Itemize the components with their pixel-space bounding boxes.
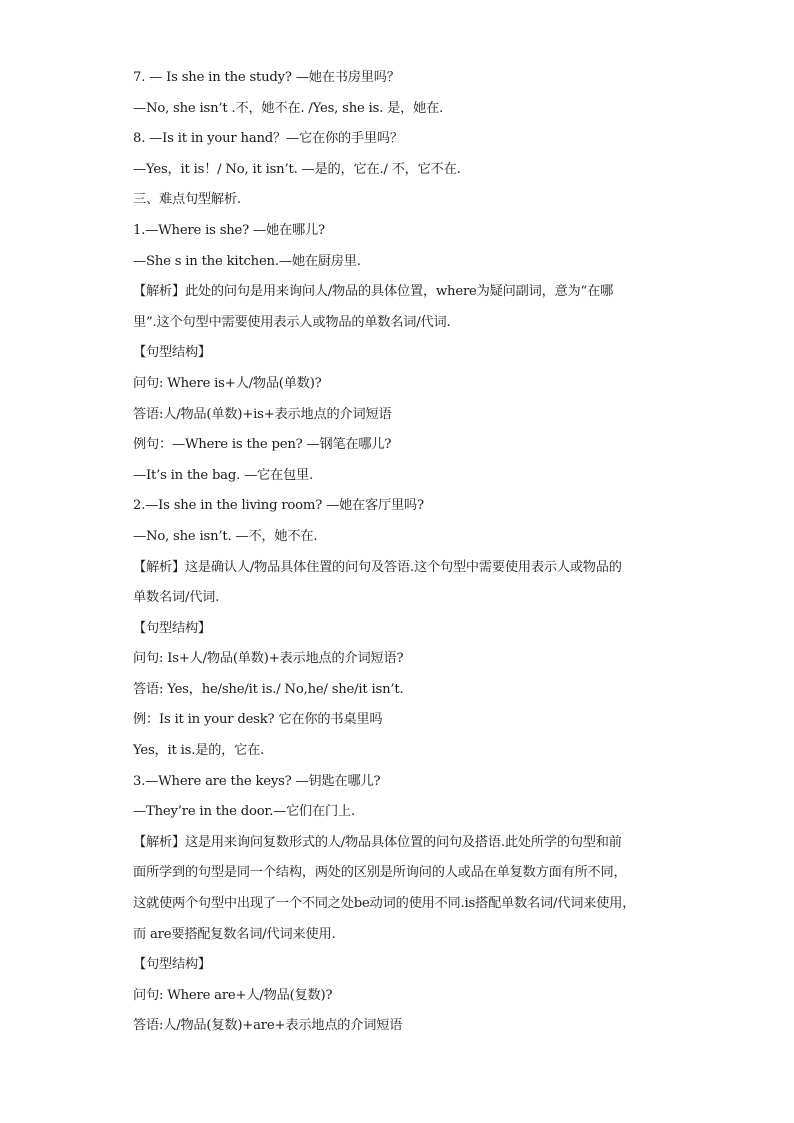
text-line: 1.—Where is she? —她在哪儿? [133, 222, 325, 238]
text-line: 问句: Where is+人/物品(单数)? [133, 375, 322, 391]
text-line: 2.—Is she in the living room? —她在客厅里吗? [133, 498, 424, 514]
analysis-line: 单数名词/代词. [133, 590, 220, 606]
analysis-line: 【解析】这是用来询问复数形式的人/物品具体位置的问句及搭语.此处所学的句型和前 [133, 834, 622, 850]
document-body [133, 63, 733, 1042]
text-line: —She s in the kitchen.—她在厨房里. [133, 253, 361, 269]
text-line: 例句：—Where is the pen? —钢笔在哪儿? [133, 437, 392, 453]
analysis-line: 这就使两个句型中出现了一个不同之处be动词的使用不同.is搭配单数名词/代词来使用， [133, 896, 636, 912]
text-line: 问句: Where are+人/物品(复数)? [133, 987, 333, 1003]
analysis-line: 【解析】这是确认人/物品具体住置的问句及答语.这个句型中需要使用表示人或物品的 [133, 559, 622, 575]
text-line: —They’re in the door.—它们在门上. [133, 804, 355, 820]
text-line: —It’s in the bag. —它在包里. [133, 467, 313, 483]
text-line: Yes，it is.是的，它在. [133, 743, 265, 759]
text-line: —No, she isn’t. —不，她不在. [133, 528, 318, 544]
text-line: 答语: Yes，he/she/it is./ No,he/ she/it isn’t. [133, 681, 404, 697]
text-line: 问句: Is+人/物品(单数)+表示地点的介词短语? [133, 651, 404, 667]
text-line: 答语:人/物品(单数)+is+表示地点的介词短语 [133, 406, 392, 422]
text-line: 7. — Is she in the study? —她在书房里吗？ [133, 70, 400, 85]
text-line: —Yes，it is！/ No, it isn’t. —是的，它在./ 不，它不在. [133, 161, 461, 177]
text-line: 3.—Where are the keys? —钥匙在哪儿? [133, 773, 381, 789]
text-line: 答语:人/物品(复数)+are+表示地点的介词短语 [133, 1018, 403, 1034]
analysis-line: 面所学到的句型是同一个结构，两处的区别是所询问的人或品在单复数方面有所不同， [133, 865, 627, 881]
analysis-line: 里”.这个句型中需要使用表示人或物品的单数名词/代词. [133, 314, 451, 330]
structure-heading: 【句型结构】 [133, 620, 211, 636]
structure-heading: 【句型结构】 [133, 957, 211, 973]
analysis-line: 而 are要搭配复数名词/代词来使用. [133, 926, 336, 942]
section-heading: 三、难点句型解析. [133, 192, 241, 208]
analysis-line: 【解析】此处的问句是用来询问人/物品的具体位置，where为疑问副词，意为“在哪 [133, 284, 614, 300]
text-line: 例：Is it in your desk? 它在你的书桌里吗 [133, 712, 383, 728]
text-line: 8. —Is it in your hand？—它在你的手里吗？ [133, 131, 403, 147]
text-line: —No, she isn’t .不，她不在. /Yes, she is. 是，她在. [133, 100, 444, 116]
structure-heading: 【句型结构】 [133, 345, 211, 361]
